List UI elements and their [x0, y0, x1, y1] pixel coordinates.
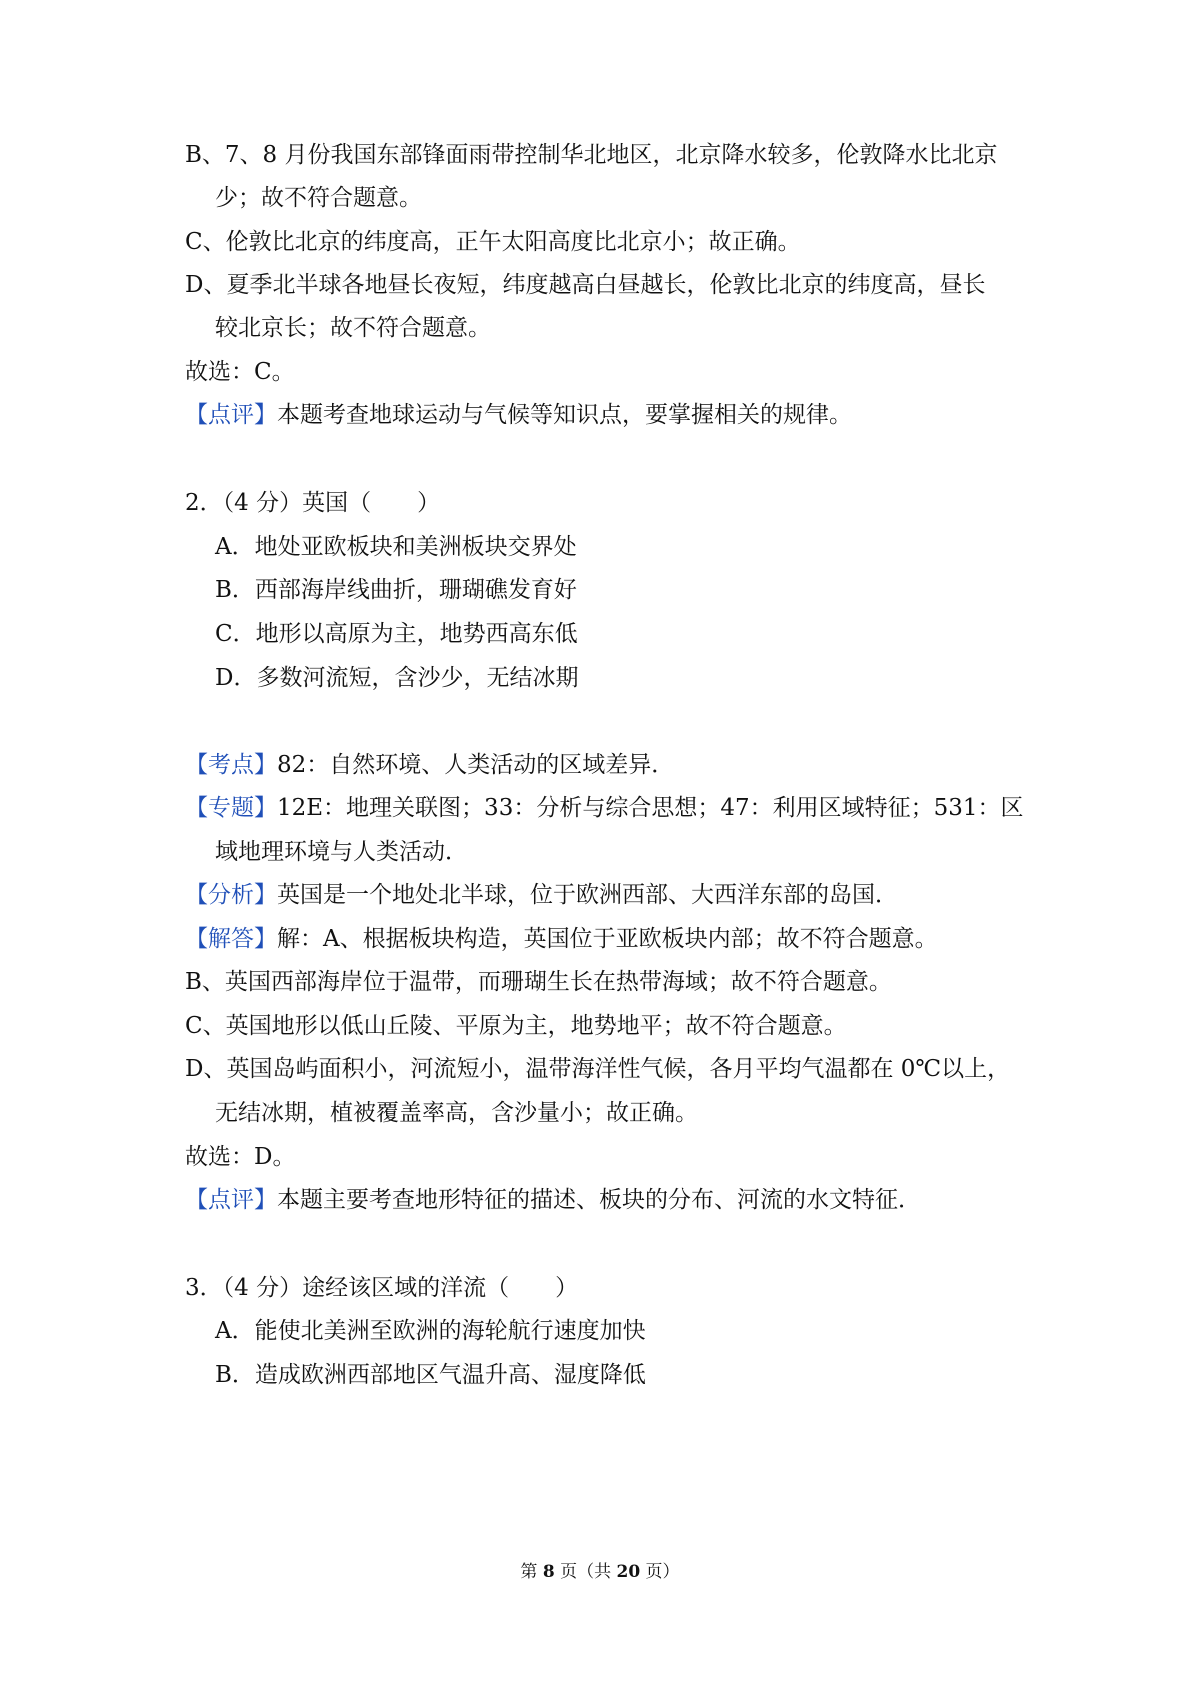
q2-option-d: D．多数河流短，含沙少，无结冰期 — [215, 665, 579, 691]
q2-comment — [185, 1183, 1045, 1217]
q1-explanation-b-line1: B、7、8 月份我国东部锋面雨带控制华北地区，北京降水较多，伦敦降水比北京 — [185, 142, 998, 168]
q2-explanation-d-line1: D、英国岛屿面积小，河流短小，温带海洋性气候，各月平均气温都在 0℃以上， — [185, 1056, 1011, 1082]
q1-explanation-d-line2: 较北京长；故不符合题意。 — [215, 315, 491, 341]
q2-explanation-d-line2: 无结冰期，植被覆盖率高，含沙量小；故正确。 — [215, 1100, 698, 1126]
q1-answer: 故选：C。 — [185, 359, 295, 385]
comment-text: 本题主要考查地形特征的描述、板块的分布、河流的水文特征． — [277, 1187, 921, 1213]
q3-option-a: A．能使北美洲至欧洲的海轮航行速度加快 — [215, 1318, 646, 1344]
q1-explanation-d-line1: D、夏季北半球各地昼长夜短，纬度越高白昼越长，伦敦比北京的纬度高，昼长 — [185, 272, 986, 298]
q1-comment — [185, 398, 1045, 432]
footer-suffix: 页） — [640, 1562, 680, 1582]
current-page-number: 8 — [542, 1562, 555, 1582]
comment-text: 本题考查地球运动与气候等知识点，要掌握相关的规律。 — [277, 402, 852, 428]
q2-zhuanti — [185, 791, 1045, 825]
q2-kaodian — [185, 748, 1045, 782]
fenxi-tag: 【分析】 — [185, 882, 277, 908]
q2-answer: 故选：D。 — [185, 1144, 296, 1170]
q2-zhuanti-continued: 域地理环境与人类活动． — [215, 839, 468, 865]
footer-prefix: 第 — [520, 1562, 543, 1582]
q1-explanation-c-line: C、伦敦比北京的纬度高，正午太阳高度比北京小；故正确。 — [185, 229, 801, 255]
comment-tag: 【点评】 — [185, 402, 277, 428]
q2-option-b: B．西部海岸线曲折，珊瑚礁发育好 — [215, 577, 577, 603]
total-page-count: 20 — [616, 1562, 641, 1582]
q2-option-a: A．地处亚欧板块和美洲板块交界处 — [215, 534, 577, 560]
q2-explanation-c: C、英国地形以低山丘陵、平原为主，地势地平；故不符合题意。 — [185, 1013, 847, 1039]
q3-stem: 3．（4 分）途经该区域的洋流（ ） — [185, 1275, 579, 1301]
kaodian-text: 82：自然环境、人类活动的区域差异． — [277, 752, 675, 778]
q2-option-c: C．地形以高原为主，地势西高东低 — [215, 621, 578, 647]
q2-jieda — [185, 922, 1045, 956]
page-footer — [0, 1560, 1200, 1584]
zhuanti-text: 12E：地理关联图；33：分析与综合思想；47：利用区域特征；531：区 — [277, 795, 1024, 821]
footer-middle: 页（共 — [554, 1562, 617, 1582]
kaodian-tag: 【考点】 — [185, 752, 277, 778]
jieda-text: 解：A、根据板块构造，英国位于亚欧板块内部；故不符合题意。 — [277, 926, 938, 952]
zhuanti-tag: 【专题】 — [185, 795, 277, 821]
comment-tag: 【点评】 — [185, 1187, 277, 1213]
q2-stem: 2．（4 分）英国（ ） — [185, 490, 441, 516]
q3-option-b: B．造成欧洲西部地区气温升高、湿度降低 — [215, 1362, 646, 1388]
q1-explanation-b-line2: 少；故不符合题意。 — [215, 185, 422, 211]
jieda-tag: 【解答】 — [185, 926, 277, 952]
q2-fenxi — [185, 878, 1045, 912]
fenxi-text: 英国是一个地处北半球，位于欧洲西部、大西洋东部的岛国． — [277, 882, 898, 908]
q2-explanation-b: B、英国西部海岸位于温带，而珊瑚生长在热带海域；故不符合题意。 — [185, 969, 892, 995]
